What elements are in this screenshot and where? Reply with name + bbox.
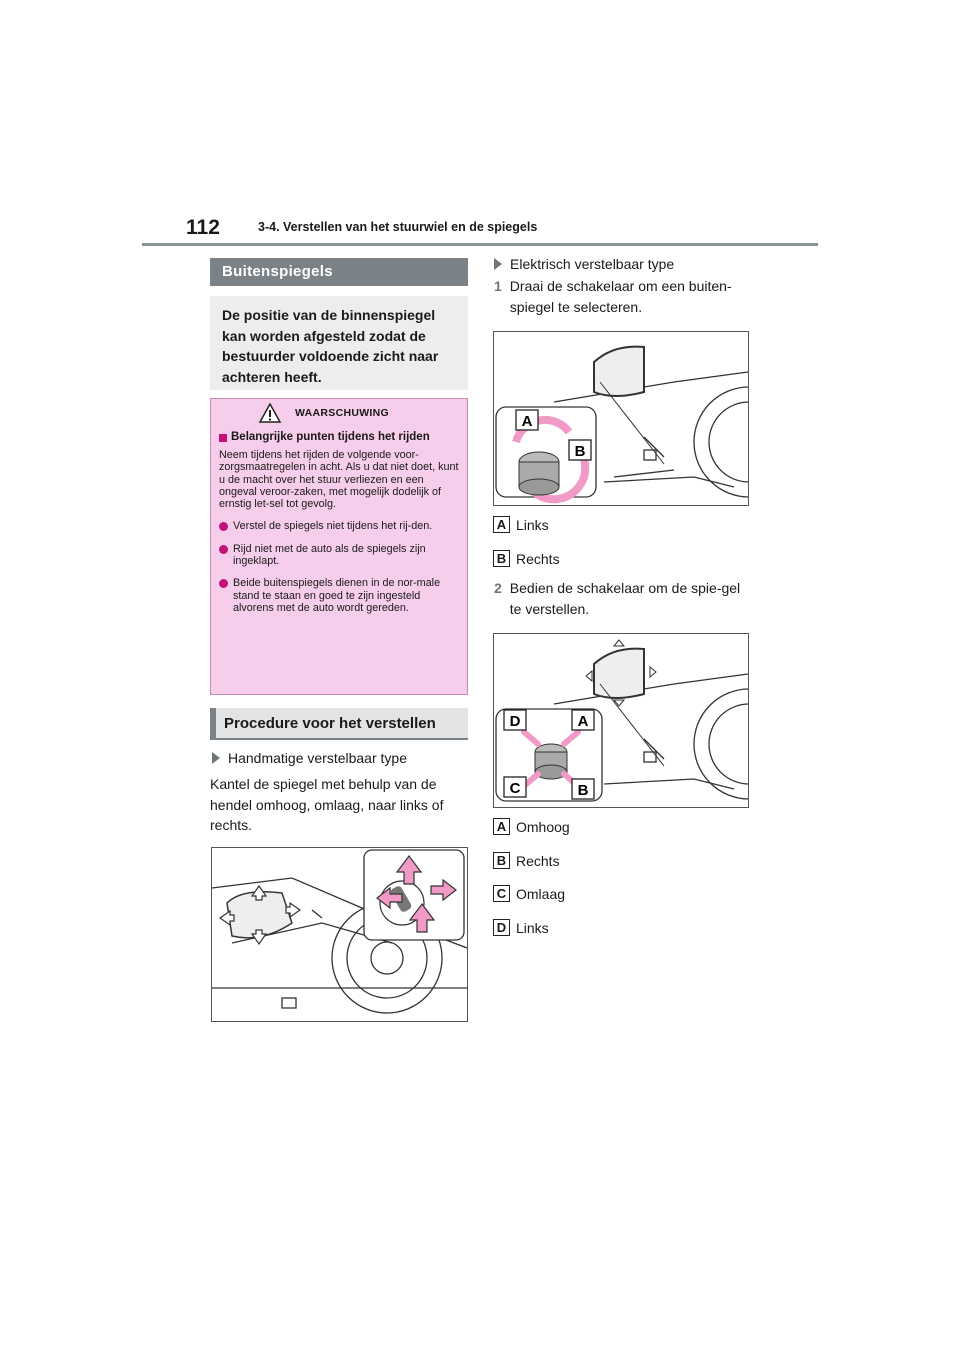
legend-letter: B <box>493 852 510 869</box>
manual-mirror-figure <box>211 847 468 1022</box>
warning-box <box>210 398 468 695</box>
legend-item <box>493 550 560 567</box>
manual-type-label <box>212 750 407 766</box>
figure-label-c: C <box>509 780 521 797</box>
legend-letter: D <box>493 919 510 936</box>
step-2 <box>494 578 754 619</box>
legend-item <box>493 885 565 902</box>
legend-label: Rechts <box>516 550 560 567</box>
warning-bullet <box>219 577 459 614</box>
legend-letter: C <box>493 885 510 902</box>
step-1 <box>494 276 754 317</box>
square-bullet-icon <box>219 434 227 442</box>
warning-triangle-icon <box>259 403 281 423</box>
warning-body: Neem tijdens het rijden de volgende voor-zorgsmaatregelen in acht. Als u dat niet doet, kunt u de macht over het stuur verliezen en een ongeval veroor-zaken, met mogelijk dodelijk of ernstig let-sel tot gevolg. <box>219 449 459 511</box>
page-number: 112 <box>186 216 220 239</box>
step-1-text: Draai de schakelaar om een buiten-spiegel te selecteren. <box>509 278 732 315</box>
legend-letter: A <box>493 818 510 835</box>
bullet-dot-icon <box>219 522 228 531</box>
manual-type-text: Handmatige verstelbaar type <box>228 750 407 766</box>
legend-letter: B <box>493 550 510 567</box>
section-heading: Buitenspiegels <box>210 258 468 286</box>
legend-label: Omlaag <box>516 885 566 902</box>
figure-label-a: A <box>521 413 533 430</box>
legend-letter: A <box>493 516 510 533</box>
legend-item <box>493 516 549 533</box>
legend-label: Omhoog <box>516 818 570 835</box>
warning-bullet-text: Verstel de spiegels niet tijdens het rij-den. <box>233 520 433 533</box>
triangle-bullet-icon <box>494 258 502 270</box>
electric-type-text: Elektrisch verstelbaar type <box>510 256 675 272</box>
legend-item <box>493 818 570 835</box>
electric-type-label <box>494 256 674 272</box>
figure-label-a: A <box>577 713 589 730</box>
legend-label: Links <box>516 919 549 936</box>
bullet-dot-icon <box>219 579 228 588</box>
warning-subtitle <box>219 431 459 443</box>
warning-title: WAARSCHUWING <box>294 407 389 419</box>
step-2-number: 2 <box>494 580 502 596</box>
legend-label: Rechts <box>516 852 560 869</box>
figure-label-b: B <box>574 443 586 460</box>
warning-bullet-text: Beide buitenspiegels dienen in de nor-male stand te staan en goed te zijn ingesteld alvorens met de auto wordt gereden. <box>233 577 441 614</box>
figure-label-b: B <box>577 782 589 799</box>
warning-bullet <box>219 543 459 568</box>
legend-label: Links <box>516 516 549 533</box>
legend-item <box>493 919 549 936</box>
warning-header <box>189 399 459 427</box>
legend-item <box>493 852 560 869</box>
selector-switch-illustration <box>494 332 748 505</box>
selector-switch-figure <box>493 331 749 506</box>
header-rule <box>142 243 818 246</box>
step-1-number: 1 <box>494 278 502 294</box>
procedure-heading: Procedure voor het verstellen <box>210 708 468 740</box>
adjust-switch-illustration <box>494 634 748 807</box>
intro-box: De positie van de binnenspiegel kan worden afgesteld zodat de bestuurder voldoende zicht naar achteren heeft. <box>210 296 468 390</box>
triangle-bullet-icon <box>212 752 220 764</box>
warning-subtitle-text: Belangrijke punten tijdens het rijden <box>231 431 430 443</box>
warning-bullet <box>219 520 459 532</box>
figure-label-d: D <box>509 713 521 730</box>
step-2-text: Bedien de schakelaar om de spie-gel te verstellen. <box>509 580 741 617</box>
warning-bullet-text: Rijd niet met de auto als de spiegels zijn ingeklapt. <box>233 542 426 568</box>
manual-mirror-illustration <box>212 848 467 1021</box>
chapter-title: 3-4. Verstellen van het stuurwiel en de spiegels <box>258 220 538 234</box>
bullet-dot-icon <box>219 545 228 554</box>
manual-instructions: Kantel de spiegel met behulp van de hendel omhoog, omlaag, naar links of rechts. <box>210 776 444 833</box>
adjust-switch-figure <box>493 633 749 808</box>
